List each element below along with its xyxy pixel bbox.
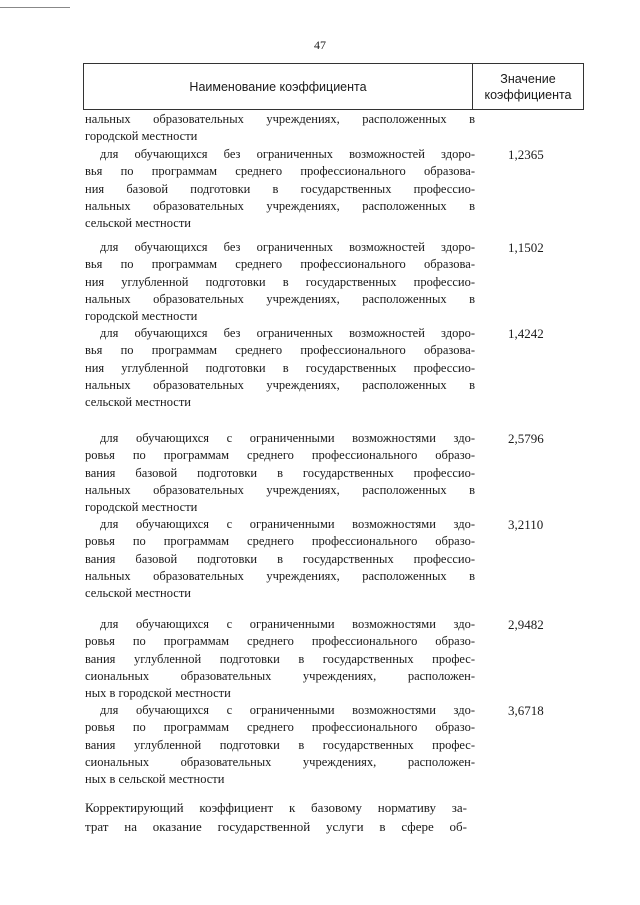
entry-line: нальных образовательных учреждениях, расположенных в	[85, 291, 475, 306]
coefficient-value: 1,4242	[508, 326, 544, 341]
coefficient-value: 3,6718	[508, 703, 544, 718]
entry-line: для обучающихся без ограниченных возможностей здоро-	[100, 147, 475, 161]
entry-line: сельской местности	[85, 216, 191, 231]
entry-line: вания базовой подготовки в государственных профессио-	[85, 465, 475, 480]
entry-line: для обучающихся с ограниченными возможностями здо-	[100, 703, 475, 717]
header-value-line1: Значение	[500, 71, 556, 86]
entry-line: нальных образовательных учреждениях, расположенных в	[85, 377, 475, 392]
entry-line: ных в сельской местности	[85, 772, 225, 787]
entry-line: ния базовой подготовки в государственных профессио-	[85, 181, 475, 196]
coefficient-value: 2,9482	[508, 617, 544, 632]
entry-line: для обучающихся с ограниченными возможностями здо-	[100, 617, 475, 631]
footer-paragraph-line: трат на оказание государственной услуги в сфере об-	[85, 819, 467, 834]
entry-line: ния углубленной подготовки в государственных профессио-	[85, 360, 475, 375]
entry-line: ровья по программам среднего профессионального образо-	[85, 448, 475, 463]
header-name-column: Наименование коэффициента	[84, 64, 473, 109]
entry-line: для обучающихся с ограниченными возможностями здо-	[100, 431, 475, 445]
coefficient-value: 3,2110	[508, 517, 544, 532]
entry-line: сельской местности	[85, 586, 191, 601]
entry-line: ния углубленной подготовки в государственных профессио-	[85, 274, 475, 289]
entry-line: ных в городской местности	[85, 686, 231, 701]
page-number: 47	[314, 38, 326, 52]
entry-line: вания базовой подготовки в государственных профессио-	[85, 551, 475, 566]
entry-line: вания углубленной подготовки в государственных профес-	[85, 651, 475, 666]
footer-paragraph-line: Корректирующий коэффициент к базовому нормативу за-	[85, 800, 467, 815]
entry-line: ровья по программам среднего профессионального образо-	[85, 720, 475, 735]
header-value-line2: коэффициента	[484, 87, 572, 102]
scan-edge-line	[0, 7, 70, 8]
entry-line: вья по программам среднего профессионального образова-	[85, 343, 475, 358]
entry-line: вья по программам среднего профессионального образова-	[85, 257, 475, 272]
table-header	[83, 63, 584, 110]
coefficient-value: 1,2365	[508, 147, 544, 162]
entry-line: нальных образовательных учреждениях, расположенных в	[85, 482, 475, 497]
entry-line: для обучающихся с ограниченными возможностями здо-	[100, 517, 475, 531]
entry-line: сиональных образовательных учреждениях, расположен-	[85, 668, 475, 683]
entry-line: нальных образовательных учреждениях, расположенных в	[85, 198, 475, 213]
entry-line: городской местности	[85, 309, 198, 324]
entry-line: ровья по программам среднего профессионального образо-	[85, 534, 475, 549]
entry-line: вания углубленной подготовки в государственных профес-	[85, 737, 475, 752]
entry-line: ровья по программам среднего профессионального образо-	[85, 634, 475, 649]
coefficient-value: 1,1502	[508, 240, 544, 255]
entry-line: нальных образовательных учреждениях, расположенных в	[85, 568, 475, 583]
coefficient-value: 2,5796	[508, 431, 544, 446]
continuation-line: нальных образовательных учреждениях, расположенных в	[85, 112, 475, 126]
entry-line: сельской местности	[85, 395, 191, 410]
entry-line: для обучающихся без ограниченных возможностей здоро-	[100, 240, 475, 254]
header-value-column	[473, 64, 583, 109]
entry-line: вья по программам среднего профессионального образова-	[85, 164, 475, 179]
entry-line: сиональных образовательных учреждениях, расположен-	[85, 754, 475, 769]
entry-line: городской местности	[85, 500, 198, 515]
entry-line: для обучающихся без ограниченных возможностей здоро-	[100, 326, 475, 340]
continuation-line: городской местности	[85, 129, 198, 143]
